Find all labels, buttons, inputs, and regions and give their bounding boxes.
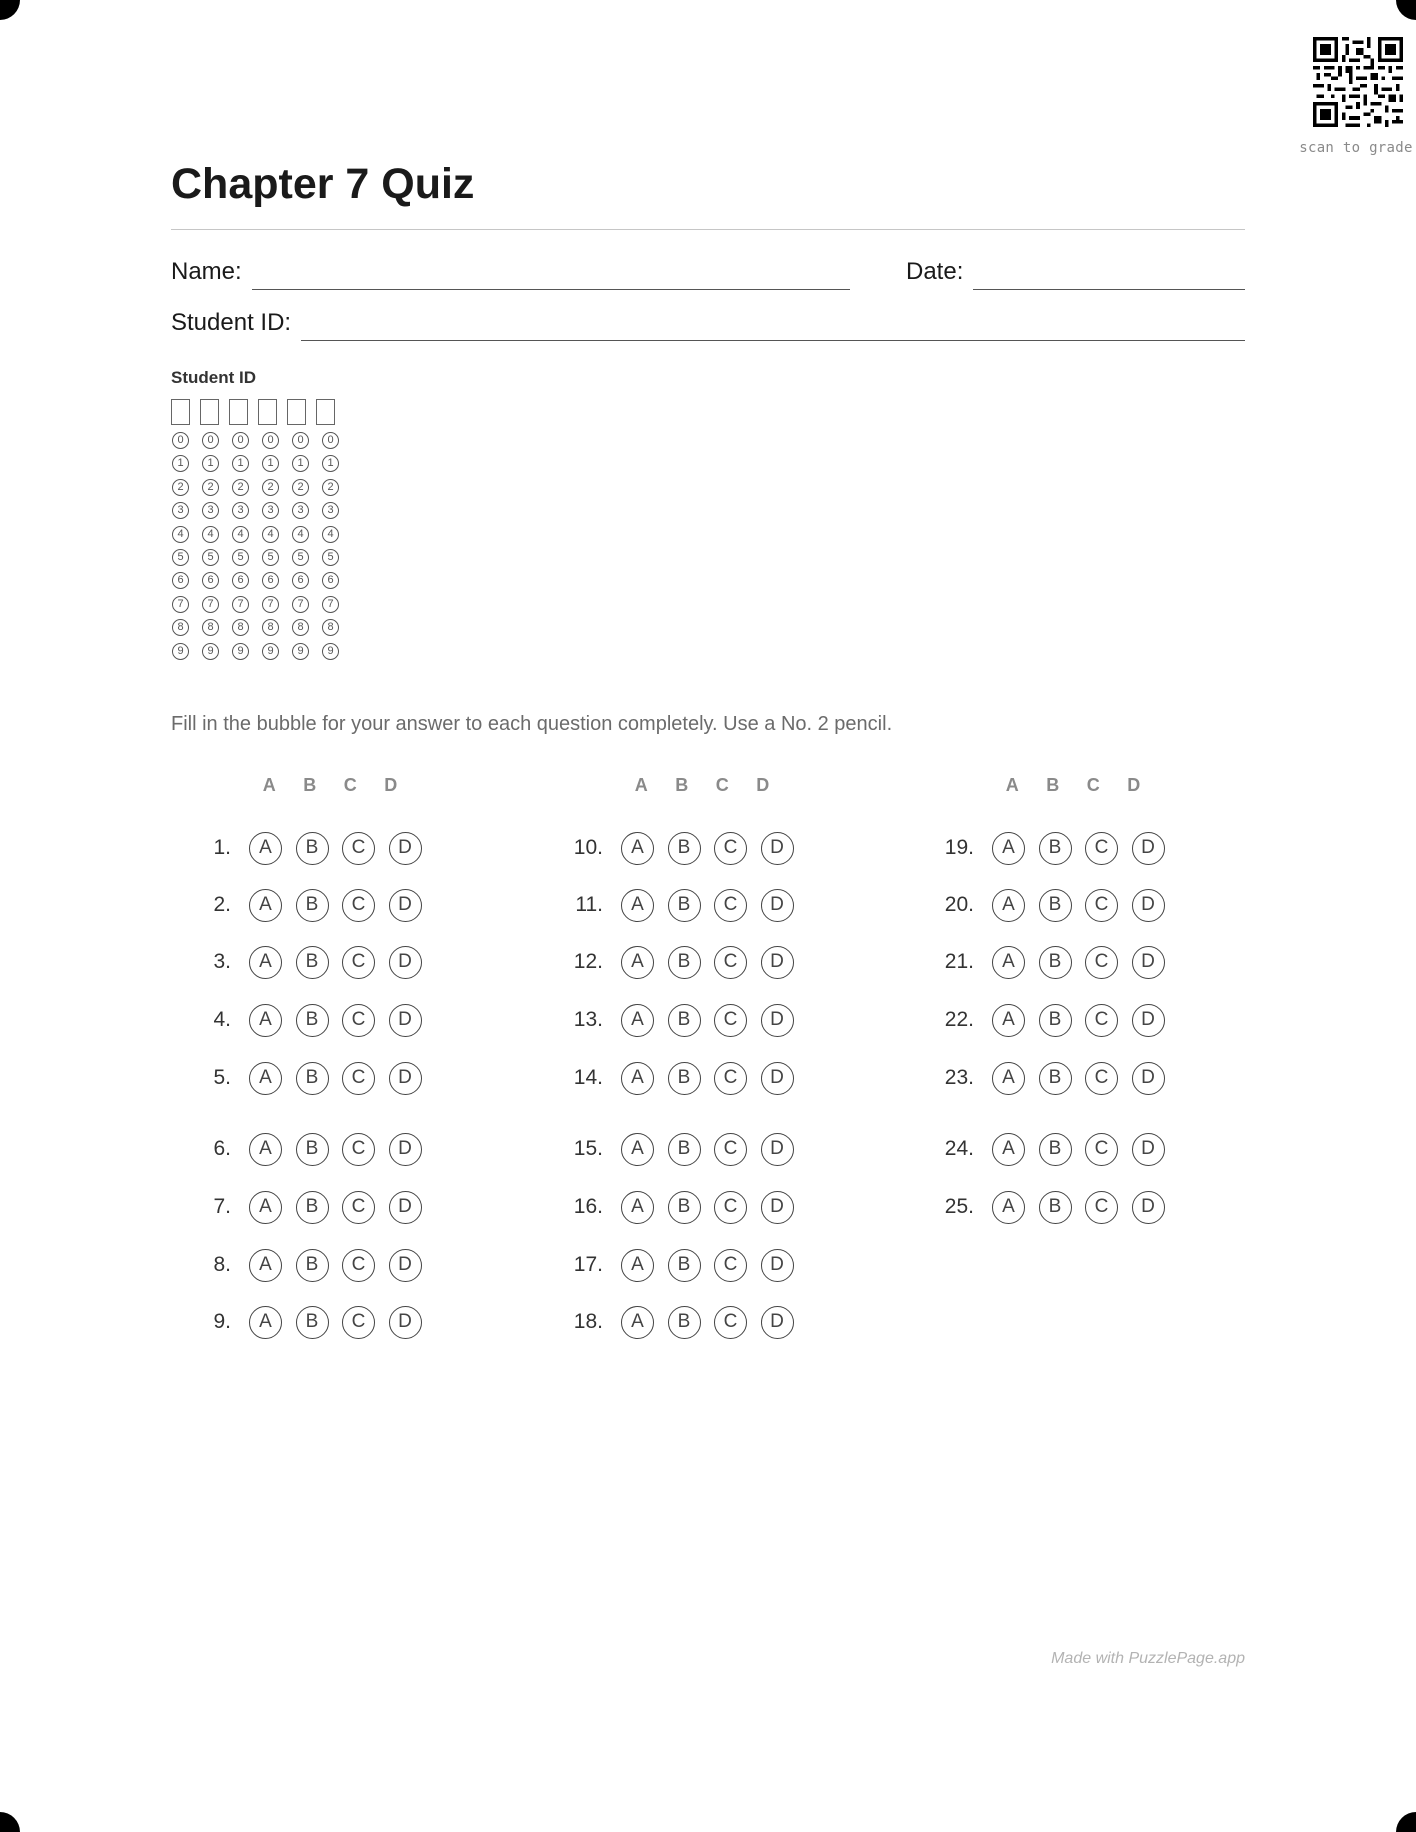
question-row [543, 830, 807, 866]
student-id-digit-bubble[interactable]: 8 [202, 619, 219, 636]
student-id-digit-bubble[interactable]: 6 [322, 572, 339, 589]
answer-column-header [249, 773, 411, 797]
student-id-digit-bubble[interactable]: 7 [262, 596, 279, 613]
answer-bubble-d[interactable]: D [761, 1249, 794, 1282]
answer-bubble-c[interactable]: C [1085, 889, 1118, 922]
answer-bubble-b[interactable]: B [668, 1306, 701, 1339]
student-id-digit-bubble[interactable]: 9 [322, 643, 339, 660]
question-number: 2. [213, 893, 231, 916]
answer-bubble-d[interactable]: D [389, 1133, 422, 1166]
question-row [914, 1060, 1178, 1096]
student-id-digit-column [321, 432, 341, 660]
answer-bubble-b[interactable]: B [1039, 1062, 1072, 1095]
answer-bubble-c[interactable]: C [342, 1306, 375, 1339]
student-id-digit-box[interactable] [171, 399, 190, 425]
answer-bubble-b[interactable]: B [1039, 889, 1072, 922]
answer-bubble-b[interactable]: B [668, 1062, 701, 1095]
question-number: 12. [573, 950, 603, 973]
date-field[interactable] [906, 258, 1245, 286]
student-id-digit-bubble[interactable]: 3 [202, 502, 219, 519]
answer-column-header [621, 773, 783, 797]
answer-bubble-b[interactable]: B [1039, 832, 1072, 865]
answer-column-header [992, 773, 1154, 797]
student-id-label: Student ID: [171, 309, 292, 336]
answer-bubble-c[interactable]: C [342, 889, 375, 922]
answer-bubble-b[interactable]: B [296, 1062, 329, 1095]
answer-bubble-d[interactable]: D [1132, 946, 1165, 979]
name-write-line[interactable] [252, 288, 850, 290]
student-id-digit-bubble[interactable]: 8 [262, 619, 279, 636]
student-id-digit-bubble[interactable]: 6 [232, 572, 249, 589]
question-number: 17. [573, 1253, 603, 1276]
qr-code-block [1299, 37, 1413, 156]
student-id-digit-column [261, 432, 281, 660]
student-id-digit-bubble[interactable]: 1 [232, 455, 249, 472]
answer-bubble-d[interactable]: D [1132, 889, 1165, 922]
answer-bubble-c[interactable]: C [714, 832, 747, 865]
answer-bubble-b[interactable]: B [1039, 1133, 1072, 1166]
question-row [171, 887, 435, 923]
student-id-digit-bubble[interactable]: 2 [172, 479, 189, 496]
student-id-digit-bubble[interactable]: 2 [232, 479, 249, 496]
answer-bubble-a[interactable]: A [249, 832, 282, 865]
answer-bubble-b[interactable]: B [668, 889, 701, 922]
answer-bubble-d[interactable]: D [389, 1191, 422, 1224]
student-id-digit-bubble[interactable]: 0 [202, 432, 219, 449]
question-row [914, 1189, 1178, 1225]
option-header-label: A [1005, 775, 1019, 795]
student-id-digit-bubble[interactable]: 1 [202, 455, 219, 472]
question-row [543, 944, 807, 980]
answer-bubble-b[interactable]: B [668, 1249, 701, 1282]
qr-code-icon [1313, 37, 1403, 127]
student-id-field[interactable] [171, 309, 1245, 337]
question-row [171, 1060, 435, 1096]
answer-bubble-b[interactable]: B [296, 1306, 329, 1339]
answer-bubble-a[interactable]: A [249, 946, 282, 979]
student-id-digit-bubble[interactable]: 1 [262, 455, 279, 472]
question-row [543, 1304, 807, 1340]
question-number: 18. [573, 1310, 603, 1333]
answer-bubble-b[interactable]: B [668, 1133, 701, 1166]
student-id-digit-boxes [171, 399, 341, 425]
student-id-digit-bubble[interactable]: 5 [232, 549, 249, 566]
student-id-digit-bubble[interactable]: 1 [172, 455, 189, 472]
answer-bubble-b[interactable]: B [296, 1191, 329, 1224]
student-id-digit-bubble[interactable]: 3 [172, 502, 189, 519]
answer-bubble-a[interactable]: A [621, 946, 654, 979]
student-id-digit-bubble[interactable]: 5 [292, 549, 309, 566]
student-id-digit-columns [171, 432, 341, 660]
answer-bubble-d[interactable]: D [389, 832, 422, 865]
answer-bubble-c[interactable]: C [1085, 1004, 1118, 1037]
answer-bubble-b[interactable]: B [296, 1133, 329, 1166]
student-id-digit-bubble[interactable]: 5 [262, 549, 279, 566]
answer-bubble-c[interactable]: C [1085, 832, 1118, 865]
answer-bubble-a[interactable]: A [992, 1062, 1025, 1095]
answer-bubble-c[interactable]: C [342, 1062, 375, 1095]
answer-bubble-a[interactable]: A [621, 832, 654, 865]
answer-bubble-a[interactable]: A [992, 832, 1025, 865]
question-number: 6. [213, 1137, 231, 1160]
student-id-digit-bubble[interactable]: 3 [262, 502, 279, 519]
answer-bubble-a[interactable]: A [249, 1133, 282, 1166]
question-row [543, 1189, 807, 1225]
student-id-digit-bubble[interactable]: 8 [232, 619, 249, 636]
answer-bubble-b[interactable]: B [296, 832, 329, 865]
student-id-digit-box[interactable] [316, 399, 335, 425]
answer-bubble-a[interactable]: A [992, 1133, 1025, 1166]
answer-bubble-d[interactable]: D [389, 1249, 422, 1282]
student-id-digit-bubble[interactable]: 5 [322, 549, 339, 566]
student-id-digit-bubble[interactable]: 2 [292, 479, 309, 496]
question-row [543, 1002, 807, 1038]
answer-bubble-a[interactable]: A [992, 889, 1025, 922]
question-number: 4. [213, 1008, 231, 1031]
answer-bubble-b[interactable]: B [296, 1249, 329, 1282]
question-row [171, 830, 435, 866]
registration-mark-top-right [1396, 0, 1416, 20]
student-id-digit-bubble[interactable]: 5 [172, 549, 189, 566]
qr-caption: scan to grade [1299, 140, 1413, 156]
answer-bubble-d[interactable]: D [761, 889, 794, 922]
question-row [914, 1002, 1178, 1038]
question-row [543, 887, 807, 923]
question-row [543, 1131, 807, 1167]
student-id-digit-bubble[interactable]: 1 [322, 455, 339, 472]
student-id-digit-bubble[interactable]: 8 [322, 619, 339, 636]
question-number: 16. [573, 1195, 603, 1218]
option-header-label: B [1046, 775, 1060, 795]
answer-bubble-a[interactable]: A [249, 1306, 282, 1339]
student-id-digit-bubble[interactable]: 7 [172, 596, 189, 613]
answer-bubble-d[interactable]: D [389, 889, 422, 922]
question-number: 11. [575, 893, 603, 916]
student-id-digit-bubble[interactable]: 1 [292, 455, 309, 472]
question-number: 23. [944, 1066, 974, 1089]
answer-bubble-c[interactable]: C [714, 1004, 747, 1037]
answer-bubble-a[interactable]: A [992, 1191, 1025, 1224]
answer-bubble-c[interactable]: C [342, 1004, 375, 1037]
answer-bubble-b[interactable]: B [668, 1191, 701, 1224]
answer-bubble-c[interactable]: C [342, 1133, 375, 1166]
answer-bubble-d[interactable]: D [761, 1191, 794, 1224]
student-id-digit-bubble[interactable]: 0 [232, 432, 249, 449]
answer-bubble-a[interactable]: A [992, 1004, 1025, 1037]
answer-bubble-d[interactable]: D [761, 946, 794, 979]
answer-bubble-c[interactable]: C [342, 1249, 375, 1282]
answer-bubble-a[interactable]: A [621, 1191, 654, 1224]
instructions: Fill in the bubble for your answer to each question completely. Use a No. 2 pencil. [171, 713, 893, 735]
answer-bubble-c[interactable]: C [1085, 1133, 1118, 1166]
option-header-label: D [756, 775, 770, 795]
question-row [914, 944, 1178, 980]
student-id-write-line[interactable] [301, 339, 1245, 341]
answer-bubble-c[interactable]: C [714, 1062, 747, 1095]
student-id-digit-bubble[interactable]: 0 [322, 432, 339, 449]
answer-bubble-a[interactable]: A [621, 1004, 654, 1037]
question-row [914, 830, 1178, 866]
student-id-digit-bubble[interactable]: 7 [232, 596, 249, 613]
student-id-digit-bubble[interactable]: 0 [262, 432, 279, 449]
question-row [171, 1002, 435, 1038]
question-number: 24. [944, 1137, 974, 1160]
student-id-digit-bubble[interactable]: 4 [292, 526, 309, 543]
student-id-digit-bubble[interactable]: 2 [262, 479, 279, 496]
student-id-digit-box[interactable] [200, 399, 219, 425]
answer-bubble-a[interactable]: A [249, 889, 282, 922]
answer-bubble-b[interactable]: B [1039, 1004, 1072, 1037]
answer-bubble-c[interactable]: C [342, 832, 375, 865]
student-id-digit-bubble[interactable]: 4 [172, 526, 189, 543]
answer-bubble-d[interactable]: D [389, 1004, 422, 1037]
student-id-digit-bubble[interactable]: 6 [202, 572, 219, 589]
question-number: 25. [944, 1195, 974, 1218]
option-header-label: D [1127, 775, 1141, 795]
student-id-digit-bubble[interactable]: 8 [172, 619, 189, 636]
registration-mark-bottom-left [0, 1812, 20, 1832]
student-id-digit-bubble[interactable]: 4 [322, 526, 339, 543]
student-id-digit-bubble[interactable]: 7 [292, 596, 309, 613]
option-header-label: B [303, 775, 317, 795]
registration-mark-top-left [0, 0, 20, 20]
answer-bubble-b[interactable]: B [1039, 946, 1072, 979]
answer-bubble-a[interactable]: A [992, 946, 1025, 979]
question-row [171, 1189, 435, 1225]
student-id-digit-bubble[interactable]: 6 [262, 572, 279, 589]
question-number: 19. [944, 836, 974, 859]
title-divider [171, 229, 1245, 230]
answer-bubble-d[interactable]: D [389, 946, 422, 979]
student-id-digit-bubble[interactable]: 5 [202, 549, 219, 566]
question-number: 13. [573, 1008, 603, 1031]
name-label: Name: [171, 258, 242, 285]
answer-bubble-d[interactable]: D [1132, 1191, 1165, 1224]
answer-bubble-b[interactable]: B [668, 946, 701, 979]
student-id-digit-bubble[interactable]: 2 [322, 479, 339, 496]
answer-bubble-c[interactable]: C [714, 946, 747, 979]
answer-bubble-c[interactable]: C [714, 1249, 747, 1282]
answer-bubble-c[interactable]: C [714, 1306, 747, 1339]
question-number: 5. [213, 1066, 231, 1089]
answer-bubble-d[interactable]: D [389, 1306, 422, 1339]
answer-bubble-c[interactable]: C [714, 889, 747, 922]
question-number: 20. [944, 893, 974, 916]
student-id-digit-bubble[interactable]: 8 [292, 619, 309, 636]
student-id-bubble-grid [171, 368, 341, 660]
student-id-digit-bubble[interactable]: 0 [172, 432, 189, 449]
student-id-digit-bubble[interactable]: 4 [232, 526, 249, 543]
answer-bubble-d[interactable]: D [761, 1004, 794, 1037]
answer-bubble-c[interactable]: C [342, 946, 375, 979]
student-id-grid-title: Student ID [171, 368, 256, 387]
answer-bubble-b[interactable]: B [296, 889, 329, 922]
question-number: 3. [213, 950, 231, 973]
student-id-digit-bubble[interactable]: 3 [292, 502, 309, 519]
answer-bubble-b[interactable]: B [296, 946, 329, 979]
answer-bubble-d[interactable]: D [1132, 832, 1165, 865]
answer-bubble-a[interactable]: A [249, 1191, 282, 1224]
student-id-digit-bubble[interactable]: 9 [172, 643, 189, 660]
option-header-label: D [384, 775, 398, 795]
student-id-digit-box[interactable] [229, 399, 248, 425]
answer-bubble-b[interactable]: B [668, 832, 701, 865]
student-id-digit-bubble[interactable]: 0 [292, 432, 309, 449]
question-number: 21. [944, 950, 974, 973]
answer-bubble-d[interactable]: D [1132, 1062, 1165, 1095]
student-id-digit-bubble[interactable]: 9 [292, 643, 309, 660]
option-header-label: C [1086, 775, 1100, 795]
name-field[interactable] [171, 258, 850, 286]
question-number: 1. [213, 836, 231, 859]
question-row [171, 1247, 435, 1283]
answer-bubble-c[interactable]: C [714, 1133, 747, 1166]
answer-bubble-d[interactable]: D [1132, 1133, 1165, 1166]
answer-bubble-c[interactable]: C [1085, 1191, 1118, 1224]
answer-bubble-c[interactable]: C [1085, 946, 1118, 979]
question-row [543, 1060, 807, 1096]
answer-bubble-d[interactable]: D [761, 1133, 794, 1166]
student-id-digit-column [231, 432, 251, 660]
answer-bubble-d[interactable]: D [761, 832, 794, 865]
answer-bubble-b[interactable]: B [668, 1004, 701, 1037]
answer-bubble-d[interactable]: D [1132, 1004, 1165, 1037]
answer-column-1 [171, 773, 412, 1333]
question-number: 15. [573, 1137, 603, 1160]
answer-bubble-c[interactable]: C [714, 1191, 747, 1224]
student-id-digit-bubble[interactable]: 3 [232, 502, 249, 519]
answer-bubble-a[interactable]: A [621, 1306, 654, 1339]
question-row [171, 1131, 435, 1167]
date-write-line[interactable] [973, 288, 1245, 290]
date-label: Date: [906, 258, 964, 285]
answer-bubble-a[interactable]: A [621, 1249, 654, 1282]
registration-mark-bottom-right [1396, 1812, 1416, 1832]
answer-bubble-a[interactable]: A [249, 1004, 282, 1037]
student-id-digit-bubble[interactable]: 6 [172, 572, 189, 589]
answer-bubble-d[interactable]: D [389, 1062, 422, 1095]
student-id-digit-bubble[interactable]: 7 [202, 596, 219, 613]
answer-bubble-b[interactable]: B [1039, 1191, 1072, 1224]
answer-bubble-d[interactable]: D [761, 1306, 794, 1339]
answer-bubble-a[interactable]: A [249, 1249, 282, 1282]
answer-column-2 [543, 773, 784, 1333]
student-id-digit-column [171, 432, 191, 660]
question-row [914, 887, 1178, 923]
student-id-digit-bubble[interactable]: 7 [322, 596, 339, 613]
question-row [171, 944, 435, 980]
answer-bubble-c[interactable]: C [342, 1191, 375, 1224]
student-id-digit-bubble[interactable]: 4 [262, 526, 279, 543]
answer-column-3 [914, 773, 1155, 1218]
student-id-digit-bubble[interactable]: 2 [202, 479, 219, 496]
question-number: 22. [944, 1008, 974, 1031]
question-number: 14. [573, 1066, 603, 1089]
question-number: 10. [573, 836, 603, 859]
question-row [914, 1131, 1178, 1167]
option-header-label: A [634, 775, 648, 795]
student-id-digit-column [201, 432, 221, 660]
answer-bubble-a[interactable]: A [621, 1133, 654, 1166]
question-row [171, 1304, 435, 1340]
answer-bubble-c[interactable]: C [1085, 1062, 1118, 1095]
student-id-digit-bubble[interactable]: 9 [232, 643, 249, 660]
question-number: 7. [213, 1195, 231, 1218]
student-id-digit-bubble[interactable]: 9 [262, 643, 279, 660]
student-id-digit-bubble[interactable]: 6 [292, 572, 309, 589]
option-header-label: C [715, 775, 729, 795]
option-header-label: C [343, 775, 357, 795]
answer-bubble-a[interactable]: A [621, 889, 654, 922]
answer-bubble-a[interactable]: A [621, 1062, 654, 1095]
student-id-digit-bubble[interactable]: 9 [202, 643, 219, 660]
answer-bubble-a[interactable]: A [249, 1062, 282, 1095]
answer-bubble-b[interactable]: B [296, 1004, 329, 1037]
question-row [543, 1247, 807, 1283]
option-header-label: A [262, 775, 276, 795]
footer-credit: Made with PuzzlePage.app [1051, 1650, 1245, 1667]
student-id-digit-column [291, 432, 311, 660]
question-number: 8. [213, 1253, 231, 1276]
student-id-digit-bubble[interactable]: 3 [322, 502, 339, 519]
page-title: Chapter 7 Quiz [171, 160, 475, 208]
student-id-digit-bubble[interactable]: 4 [202, 526, 219, 543]
answer-bubble-d[interactable]: D [761, 1062, 794, 1095]
option-header-label: B [675, 775, 689, 795]
student-id-digit-box[interactable] [287, 399, 306, 425]
student-id-digit-box[interactable] [258, 399, 277, 425]
question-number: 9. [213, 1310, 231, 1333]
